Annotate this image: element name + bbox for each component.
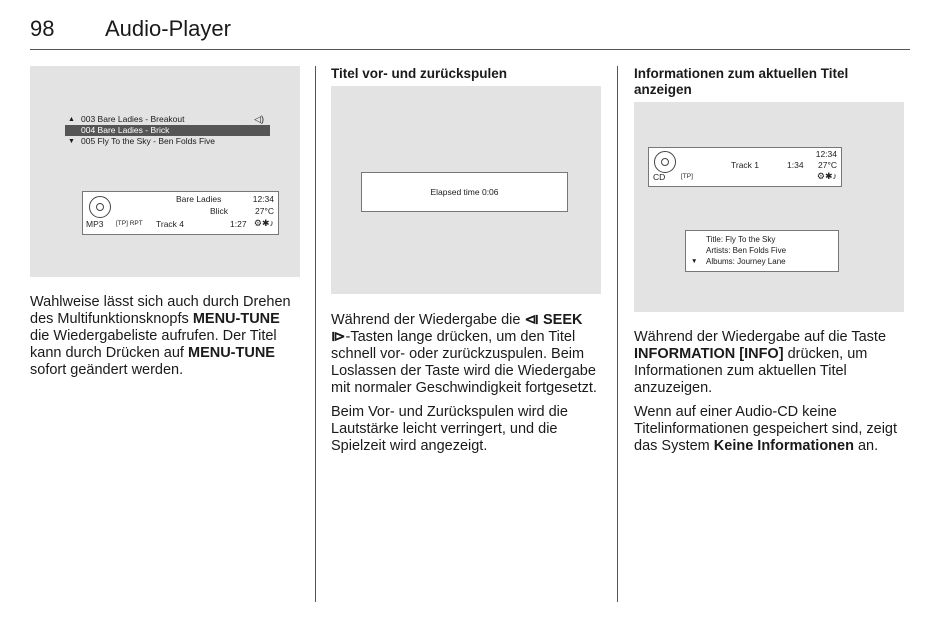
- column-divider: [617, 66, 618, 602]
- page-title: Audio-Player: [105, 16, 231, 41]
- scroll-down-icon: ▼: [691, 258, 698, 265]
- playlist: [65, 114, 270, 147]
- display-panel: [82, 191, 279, 235]
- scroll-up-icon: ▲: [68, 116, 75, 123]
- text-run: sofort geändert werden.: [30, 362, 184, 378]
- elapsed-time-display: Elapsed time 0:06: [361, 172, 568, 212]
- playlist-item-selected: [65, 125, 270, 136]
- status-icons: ⚙✱♪: [253, 218, 274, 228]
- info-album: Albums: Journey Lane: [706, 257, 786, 266]
- playlist-item-label: 004 Bare Ladies - Brick: [81, 125, 170, 135]
- paragraph: Beim Vor- und Zurückspulen wird die Lautstärke leicht verringert, und die Spielzeit wird angezeigt.: [331, 404, 568, 454]
- elapsed-label: 1:34: [787, 160, 804, 170]
- playlist-item: [65, 114, 270, 125]
- clock-label: 12:34: [815, 149, 837, 159]
- scroll-down-icon: ▼: [68, 138, 75, 145]
- section-heading: Informationen zum aktuellen Titel anzeigen: [634, 66, 849, 97]
- paragraph: [331, 312, 601, 397]
- info-artist: Artists: Ben Folds Five: [706, 246, 787, 255]
- page-number: 98: [30, 16, 55, 41]
- info-figure: [634, 102, 904, 312]
- text-run: Während der Wiedergabe auf die Taste: [634, 329, 887, 345]
- page-header: [30, 8, 910, 48]
- menu-tune-term: MENU-TUNE: [187, 345, 275, 361]
- source-label: CD: [653, 172, 666, 182]
- cd-disc-icon: [654, 151, 676, 173]
- menu-tune-term: MENU-TUNE: [192, 311, 280, 327]
- header-divider: [30, 49, 910, 50]
- info-title: Title: Fly To the Sky: [706, 235, 776, 244]
- speaker-icon: ◁): [254, 114, 264, 124]
- track-label: Track 4: [156, 219, 185, 229]
- text-run: Wahlweise lässt sich auch durch Drehen des Multifunktionsknopfs: [30, 294, 291, 327]
- section-heading: Titel vor- und zurückspulen: [331, 66, 508, 81]
- elapsed-label: 1:27: [230, 219, 247, 229]
- track-label: Track 1: [731, 160, 760, 170]
- source-label: MP3: [86, 219, 104, 229]
- no-info-term: Keine Informationen: [713, 438, 854, 454]
- artist-label: Bare Ladies: [176, 194, 222, 204]
- playlist-figure: [30, 66, 300, 277]
- text-run: drücken, um Informationen zum aktuellen Titel anzuzeigen.: [634, 346, 868, 396]
- text-run: die Wiedergabeliste aufrufen. Der Titel kann durch Drücken auf: [30, 328, 277, 361]
- clock-label: 12:34: [252, 194, 274, 204]
- text-run: an.: [853, 438, 879, 454]
- column-left: [30, 66, 300, 386]
- elapsed-figure: [331, 86, 601, 294]
- temperature-label: 27°C: [255, 206, 274, 216]
- paragraph: [30, 294, 300, 379]
- playlist-item-label: 003 Bare Ladies - Breakout: [81, 114, 185, 124]
- song-label: Blick: [210, 206, 228, 216]
- text-run: Wenn auf einer Audio-CD keine Titelinformationen gespeichert sind, zeigt das System: [634, 404, 898, 454]
- flags-label: [TP] RPT: [116, 220, 143, 227]
- temperature-label: 27°C: [818, 160, 837, 170]
- column-divider: [315, 66, 316, 602]
- column-middle: [331, 66, 601, 462]
- flags-label: [TP]: [681, 173, 693, 180]
- text-run: -Tasten lange drücken, um den Titel schnell vor- oder zurückzuspulen. Beim Loslassen der Taste wird die Wiedergabe mit normaler Geschwindigkeit fortgesetzt.: [331, 329, 597, 396]
- text-run: Während der Wiedergabe die: [331, 312, 525, 328]
- playlist-item: [65, 136, 270, 147]
- paragraph: [634, 329, 904, 397]
- playlist-item-label: 005 Fly To the Sky - Ben Folds Five: [81, 136, 216, 146]
- info-term: INFORMATION [INFO]: [634, 346, 784, 362]
- display-panel: [648, 147, 842, 187]
- track-info-display: [685, 230, 839, 272]
- paragraph: [634, 404, 904, 455]
- column-right: [634, 66, 904, 462]
- cd-disc-icon: [89, 196, 111, 218]
- seek-term: ⧏ SEEK ⧐: [331, 312, 583, 345]
- status-icons: ⚙✱♪: [816, 171, 837, 181]
